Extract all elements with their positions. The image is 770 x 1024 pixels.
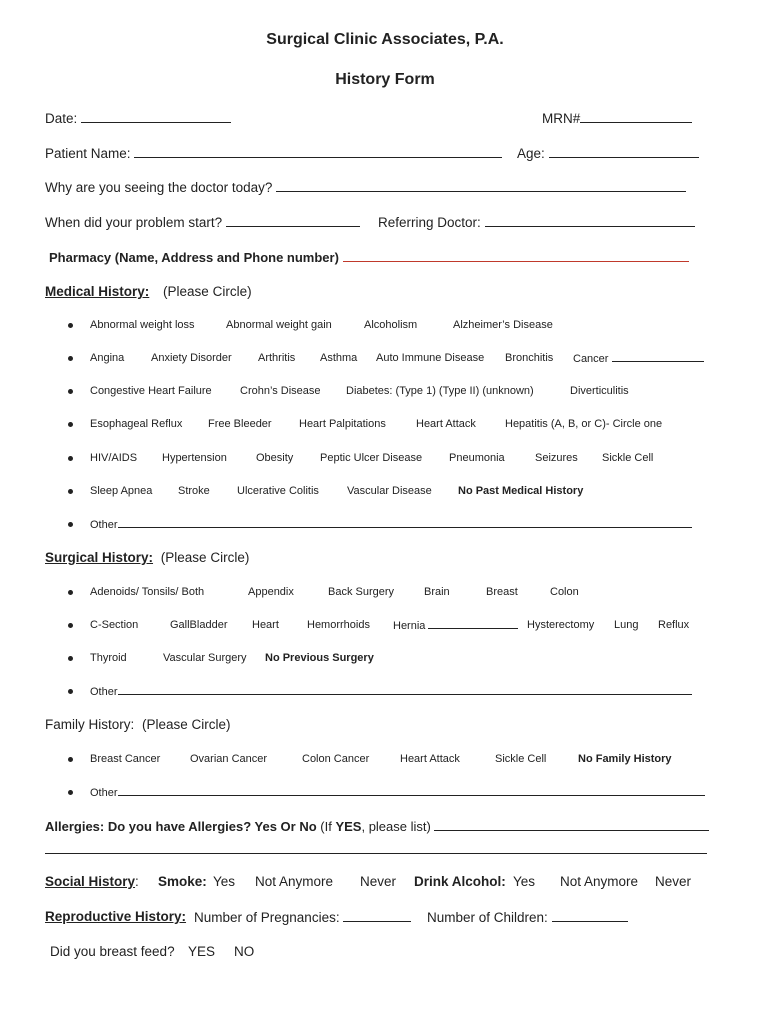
social-colon: :: [135, 874, 139, 889]
medical-option[interactable]: HIV/AIDS: [90, 452, 138, 464]
family-other-label: Other: [90, 787, 118, 799]
allergies-rest: , please list): [361, 819, 431, 834]
family-option[interactable]: Ovarian Cancer: [190, 753, 268, 765]
surgical-option[interactable]: Vascular Surgery: [163, 652, 247, 664]
medical-option[interactable]: Obesity: [256, 452, 294, 464]
surgical-option[interactable]: Heart: [252, 619, 279, 631]
medical-option[interactable]: Anxiety Disorder: [151, 352, 232, 364]
surgical-option[interactable]: Appendix: [248, 586, 294, 598]
surgical-option[interactable]: GallBladder: [170, 619, 228, 631]
medical-history-note: (Please Circle): [163, 284, 252, 299]
breastfeed-no-option[interactable]: NO: [234, 944, 255, 959]
bullet-icon: [68, 456, 73, 461]
children-field[interactable]: [552, 909, 628, 922]
medical-option[interactable]: Ulcerative Colitis: [237, 485, 319, 497]
pharmacy-field[interactable]: [343, 249, 689, 262]
surgical-history-heading: Surgical History:: [45, 550, 154, 565]
mrn-label: MRN#: [542, 111, 581, 126]
alcohol-not-anymore-option[interactable]: Not Anymore: [560, 874, 639, 889]
bullet-icon: [68, 656, 73, 661]
medical-option[interactable]: Hypertension: [162, 452, 227, 464]
medical-option[interactable]: Vascular Disease: [347, 485, 432, 497]
pregnancies-row: [194, 909, 411, 925]
family-history-note: (Please Circle): [142, 717, 231, 732]
medical-option[interactable]: Esophageal Reflux: [90, 418, 183, 430]
cancer-field[interactable]: [612, 352, 704, 362]
surgical-option[interactable]: Hemorrhoids: [307, 619, 370, 631]
family-history-heading: Family History:: [45, 717, 135, 732]
pregnancies-label: Number of Pregnancies:: [194, 910, 340, 925]
surgical-option[interactable]: Back Surgery: [328, 586, 395, 598]
family-option[interactable]: Sickle Cell: [495, 753, 547, 765]
medical-option[interactable]: Alzheimer’s Disease: [453, 319, 553, 331]
no-previous-surgery-option[interactable]: No Previous Surgery: [265, 652, 374, 664]
alcohol-yes-option[interactable]: Yes: [513, 874, 536, 889]
family-option[interactable]: Colon Cancer: [302, 753, 370, 765]
smoke-never-option[interactable]: Never: [360, 874, 397, 889]
medical-option[interactable]: Cancer: [573, 353, 609, 365]
medical-option[interactable]: Sleep Apnea: [90, 485, 153, 497]
surgical-other-row: [90, 685, 692, 698]
medical-option[interactable]: Abnormal weight loss: [90, 319, 195, 331]
medical-option[interactable]: Crohn’s Disease: [240, 385, 321, 397]
why-label: Why are you seeing the doctor today?: [45, 180, 273, 195]
breastfeed-label: Did you breast feed?: [50, 944, 175, 959]
surgical-option[interactable]: Adenoids/ Tonsils/ Both: [90, 586, 205, 598]
medical-option[interactable]: Abnormal weight gain: [226, 319, 332, 331]
surgical-option[interactable]: Hernia: [393, 620, 426, 632]
medical-option[interactable]: Free Bleeder: [208, 418, 272, 430]
medical-history-heading: Medical History:: [45, 284, 150, 299]
medical-option[interactable]: Diabetes: (Type 1) (Type II) (unknown): [346, 385, 534, 397]
pregnancies-field[interactable]: [343, 909, 411, 922]
medical-option[interactable]: Diverticulitis: [570, 385, 629, 397]
mrn-row: [542, 110, 692, 126]
bullet-icon: [68, 323, 73, 328]
medical-option[interactable]: Arthritis: [258, 352, 296, 364]
why-field[interactable]: [276, 179, 686, 192]
reproductive-history-heading: [45, 909, 186, 924]
bullet-icon: [68, 790, 73, 795]
allergies-label: Allergies: [45, 819, 100, 834]
allergies-if: (If: [320, 819, 336, 834]
referring-label: Referring Doctor:: [378, 215, 481, 230]
alcohol-never-option[interactable]: Never: [655, 874, 692, 889]
pharmacy-row: [49, 249, 689, 265]
patient-name-field[interactable]: [134, 145, 502, 158]
medical-option[interactable]: Auto Immune Disease: [376, 352, 485, 364]
bullet-icon: [68, 757, 73, 762]
surgical-history-header: [45, 550, 249, 565]
surgical-option[interactable]: C-Section: [90, 619, 139, 631]
medical-option[interactable]: Peptic Ulcer Disease: [320, 452, 423, 464]
medical-option[interactable]: Heart Palpitations: [299, 418, 386, 430]
age-row: [517, 145, 699, 161]
when-label: When did your problem start?: [45, 215, 223, 230]
bullet-icon: [68, 356, 73, 361]
when-row: [45, 214, 360, 230]
medical-option[interactable]: Bronchitis: [505, 352, 554, 364]
surgical-history-note: (Please Circle): [160, 550, 250, 565]
smoke-label: Smoke:: [158, 874, 207, 889]
date-label: Date:: [45, 111, 78, 126]
age-label: Age:: [517, 146, 545, 161]
children-row: [427, 909, 628, 925]
date-field[interactable]: [81, 110, 231, 123]
medical-history-header: [45, 284, 252, 299]
surgical-option[interactable]: Colon: [550, 586, 579, 598]
surgical-option[interactable]: Reflux: [658, 619, 690, 631]
medical-option[interactable]: Sickle Cell: [602, 452, 654, 464]
medical-option[interactable]: Angina: [90, 352, 125, 364]
family-other-field[interactable]: [118, 786, 705, 796]
medical-option[interactable]: Asthma: [320, 352, 358, 364]
no-past-medical-option[interactable]: No Past Medical History: [458, 485, 584, 497]
surgical-option[interactable]: Brain: [424, 586, 450, 598]
smoke-yes-option[interactable]: Yes: [213, 874, 236, 889]
surgical-other-field[interactable]: [118, 685, 692, 695]
smoke-not-anymore-option[interactable]: Not Anymore: [255, 874, 334, 889]
medical-option[interactable]: Stroke: [178, 485, 210, 497]
children-label: Number of Children:: [427, 910, 548, 925]
family-other-row: [90, 786, 705, 799]
bullet-icon: [68, 689, 73, 694]
medical-option[interactable]: Pneumonia: [449, 452, 505, 464]
allergies-field[interactable]: [434, 818, 709, 831]
mrn-field[interactable]: [580, 110, 692, 123]
family-option[interactable]: Heart Attack: [400, 753, 460, 765]
social-history-heading-wrap: [45, 874, 139, 889]
no-family-history-option[interactable]: No Family History: [578, 753, 672, 765]
surgical-option[interactable]: Breast: [486, 586, 518, 598]
date-row: [45, 110, 231, 126]
bullet-icon: [68, 489, 73, 494]
pharmacy-label: Pharmacy (Name, Address and Phone number): [49, 250, 339, 265]
form-title: History Form: [335, 71, 435, 88]
alcohol-label: Drink Alcohol:: [414, 874, 506, 889]
age-field[interactable]: [549, 145, 699, 158]
surgical-other-label: Other: [90, 686, 118, 698]
social-history-heading: Social History: [45, 874, 136, 889]
surgical-option[interactable]: Thyroid: [90, 652, 127, 664]
bullet-icon: [68, 623, 73, 628]
referring-field[interactable]: [485, 214, 695, 227]
cancer-row: [573, 352, 704, 365]
medical-option[interactable]: Alcoholism: [364, 319, 418, 331]
breastfeed-yes-option[interactable]: YES: [188, 944, 216, 959]
family-option[interactable]: Breast Cancer: [90, 753, 161, 765]
allergies-yes: YES: [335, 819, 362, 834]
bullet-icon: [68, 422, 73, 427]
why-row: [45, 179, 686, 195]
patient-name-label: Patient Name:: [45, 146, 131, 161]
bullet-icon: [68, 590, 73, 595]
surgical-option[interactable]: Lung: [614, 619, 639, 631]
medical-other-label: Other: [90, 519, 118, 531]
when-field[interactable]: [226, 214, 360, 227]
medical-option[interactable]: Seizures: [535, 452, 578, 464]
medical-other-field[interactable]: [118, 518, 692, 528]
medical-option[interactable]: Heart Attack: [416, 418, 476, 430]
family-history-header: [45, 717, 231, 732]
referring-row: [378, 214, 695, 230]
medical-option[interactable]: Congestive Heart Failure: [90, 385, 212, 397]
bullet-icon: [68, 389, 73, 394]
allergies-question: : Do you have Allergies? Yes Or No: [99, 819, 317, 834]
surgical-option[interactable]: Hysterectomy: [527, 619, 595, 631]
hernia-field[interactable]: [428, 619, 518, 629]
hernia-row: [393, 619, 518, 632]
allergies-row: [45, 818, 709, 834]
patient-name-row: [45, 145, 502, 161]
clinic-title: Surgical Clinic Associates, P.A.: [266, 31, 504, 48]
medical-option[interactable]: Hepatitis (A, B, or C)- Circle one: [505, 418, 663, 430]
allergies-continuation-line[interactable]: [45, 853, 707, 854]
reproductive-heading: Reproductive History:: [45, 909, 187, 924]
bullet-icon: [68, 522, 73, 527]
medical-other-row: [90, 518, 692, 531]
